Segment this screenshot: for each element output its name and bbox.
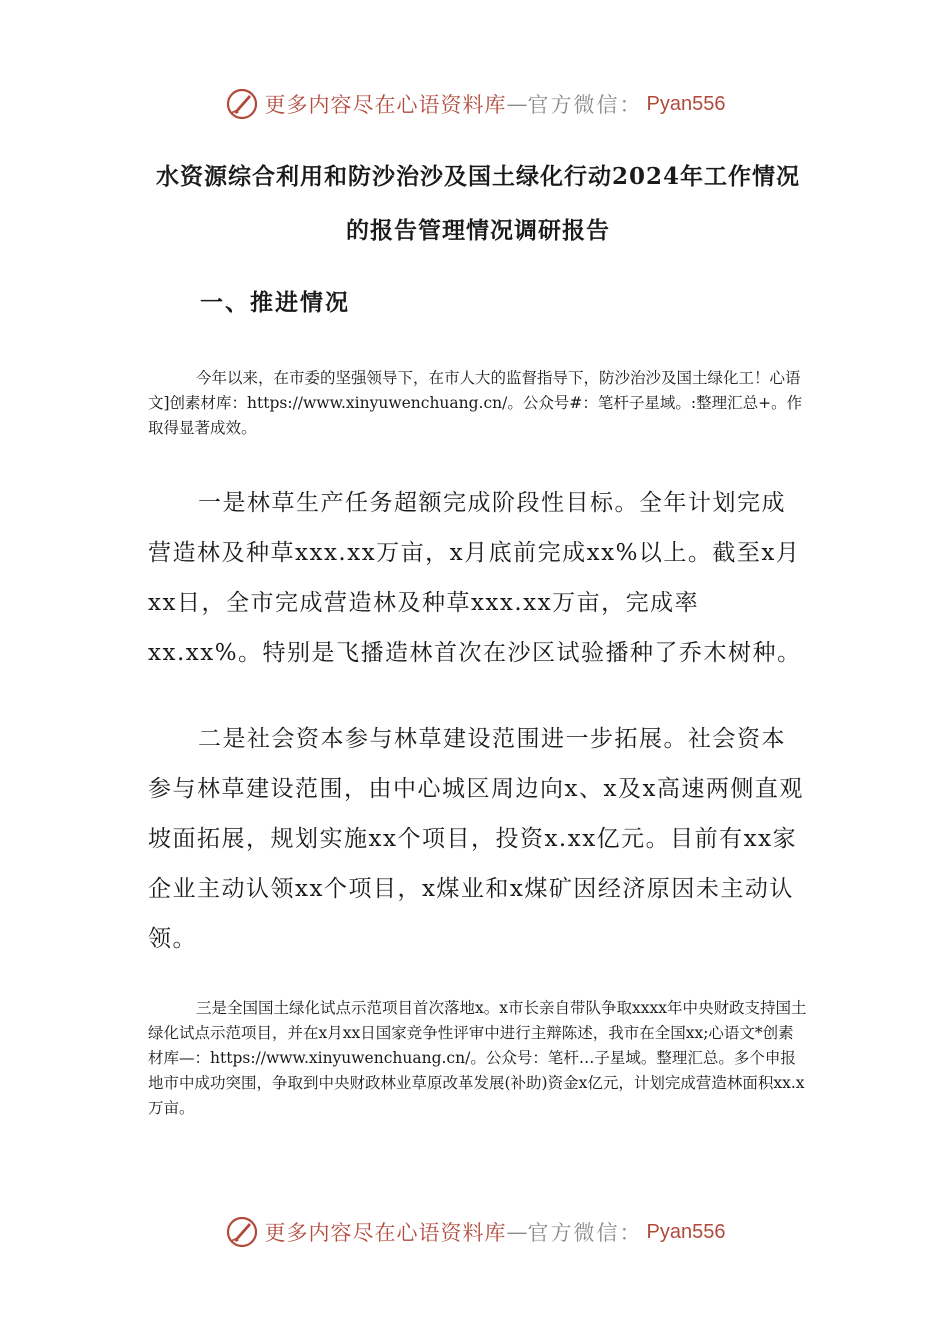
paragraph-point-one: 一是林草生产任务超额完成阶段性目标。全年计划完成营造林及种草xxx.xx万亩，x月底前完成xx%以上。截至x月xx日，全市完成营造林及种草xxx.xx万亩，完成率xx.xx%。特别是飞播造林首次在沙区试验播种了乔木树种。	[148, 490, 802, 666]
paragraph-point-two: 二是社会资本参与林草建设范围进一步拓展。社会资本参与林草建设范围，由中心城区周边向x、x及x高速两侧直观坡面拓展，规划实施xx个项目，投资x.xx亿元。目前有xx家企业主动认领xx个项目，x煤业和x煤矿因经济原因未主动认领。	[148, 726, 804, 952]
paragraph-intro: 今年以来，在市委的坚强领导下，在市人大的监督指导下，防沙治沙及国土绿化工！心语文]创素材库：https://www.xinyuwenchuang.cn/。公众号#：笔杆子星域。:整理汇总+。作取得显著成效。	[148, 369, 803, 437]
banner-wechat-id: Pyan556	[646, 1220, 726, 1243]
banner-sub-text: 官方微信：	[527, 1221, 643, 1245]
banner-main-text: 更多内容尽在心语资料库	[264, 93, 507, 117]
banner-wechat-id: Pyan556	[646, 92, 726, 115]
section-heading: 一、推进情况	[200, 289, 350, 316]
banner-sub-text: 官方微信：	[527, 93, 643, 117]
quill-pen-logo-icon	[225, 87, 259, 121]
quill-pen-logo-icon	[225, 1215, 259, 1249]
footer-banner	[0, 1212, 950, 1252]
banner-main-text: 更多内容尽在心语资料库	[264, 1221, 507, 1245]
header-banner	[0, 84, 950, 124]
document-title: 水资源综合利用和防沙治沙及国土绿化行动2024年工作情况的报告管理情况调研报告	[155, 163, 800, 244]
paragraph-point-three: 三是全国国土绿化试点示范项目首次落地x。x市长亲自带队争取xxxx年中央财政支持国土绿化试点示范项目，并在x月xx日国家竞争性评审中进行主辩陈述，我市在全国xx;心语文*创素材库—：https://www.xinyuwenchuang.cn/。公众号：笔杆…子星域。整理汇总。多个申报地市中成功突围，争取到中央财政林业草原改革发展(补助)资金x亿元，计划完成营造林面积xx.x万亩。	[148, 999, 807, 1117]
banner-dash: —	[506, 92, 528, 116]
banner-dash: —	[506, 1220, 528, 1244]
